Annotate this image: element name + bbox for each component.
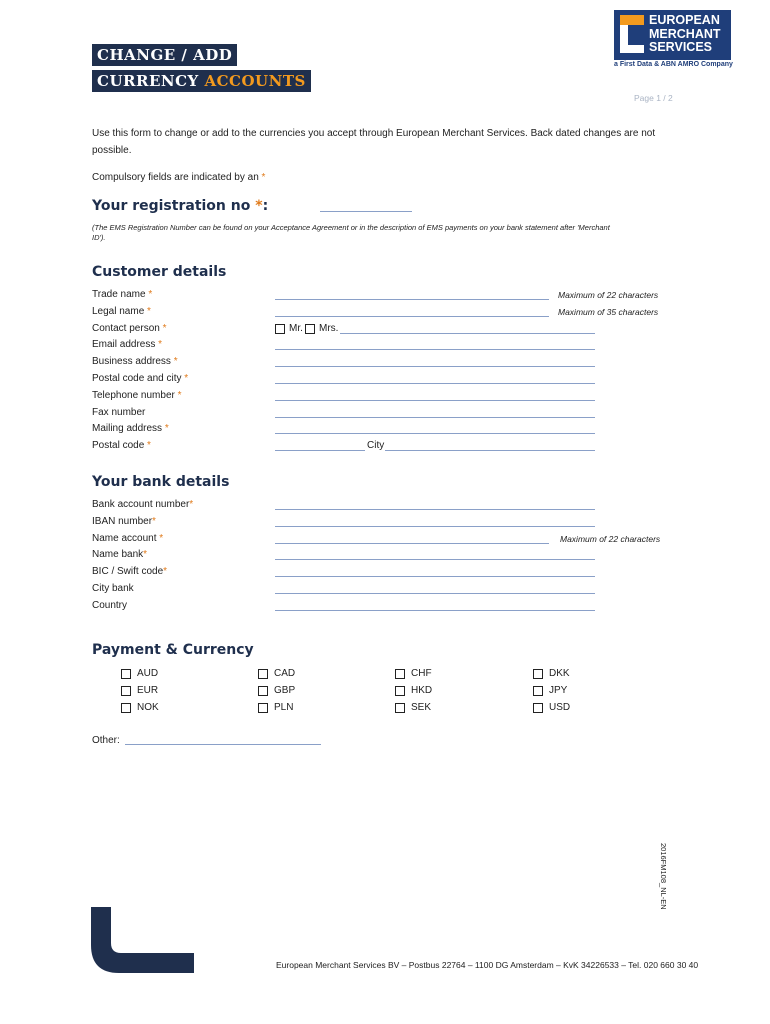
registration-input[interactable] [320,211,412,212]
bank-field-input[interactable] [275,610,595,611]
footer-address: European Merchant Services BV – Postbus 22764 – 1100 DG Amsterdam – KvK 34226533 – Tel. 020 660 30 40 [276,960,699,970]
currency-label: JPY [549,684,568,696]
currency-checkbox-aud[interactable] [121,669,131,679]
customer-field-label: Trade name * [92,289,153,300]
mr-label: Mr. [289,322,303,334]
other-label: Other: [92,735,120,746]
registration-heading: Your registration no *: [92,198,269,214]
contact-name-input[interactable] [340,333,595,334]
currency-label: AUD [137,668,159,679]
logo-tagline: a First Data & ABN AMRO Company [614,61,733,68]
bank-field-input[interactable] [275,593,595,594]
currency-label: GBP [274,684,296,696]
currency-label: PLN [274,701,294,713]
intro-line1: Use this form to change or add to the currencies you accept through European Merchant Services. Back dated changes are not [92,128,656,139]
currency-checkbox-hkd[interactable] [395,686,405,696]
customer-field-label: Fax number [92,406,146,418]
customer-field-label: Business address * [92,356,178,368]
currency-label: SEK [411,701,432,713]
ems-logo-icon [620,15,646,55]
page-number: Page 1 / 2 [634,93,673,103]
customer-field-input[interactable] [275,349,595,350]
currency-checkbox-dkk[interactable] [533,669,543,679]
customer-heading: Customer details [92,264,227,280]
registration-note-line2: ID'). [92,233,106,242]
currency-checkbox-chf[interactable] [395,669,405,679]
intro-line2: possible. [92,145,132,156]
max-characters-hint: Maximum of 35 characters [558,306,659,317]
max-characters-hint: Maximum of 22 characters [558,290,659,300]
city-label: City [367,440,385,452]
currency-checkbox-sek[interactable] [395,703,405,713]
customer-field-input[interactable] [275,316,549,317]
form-title-line1: CHANGE / ADD [92,44,237,66]
bank-field-label: IBAN number* [92,515,156,527]
other-currency-input[interactable] [125,744,321,745]
mrs-checkbox[interactable] [305,324,315,334]
currency-checkbox-jpy[interactable] [533,686,543,696]
customer-field-input[interactable] [275,433,595,434]
bank-field-label: City bank [92,583,134,594]
currency-label: USD [549,701,571,713]
max-characters-hint: Maximum of 22 characters [560,533,661,544]
customer-field-label: Email address * [92,339,163,351]
customer-field-input[interactable] [275,366,595,367]
payment-heading: Payment & Currency [92,642,254,658]
customer-field-label: Legal name * [92,305,151,317]
bank-field-input[interactable] [275,576,595,577]
registration-note-line1: (The EMS Registration Number can be found on your Acceptance Agreement or in the description of EMS payments on your bank statement after 'Merchant [92,223,610,232]
bank-field-label: Country [92,599,128,611]
currency-checkbox-cad[interactable] [258,669,268,679]
customer-field-label: Mailing address * [92,423,169,435]
customer-field-input[interactable] [275,383,595,384]
currency-checkbox-nok[interactable] [121,703,131,713]
currency-label: EUR [137,684,159,696]
customer-field-label: Contact person * [92,322,167,334]
mrs-label: Mrs. [319,322,339,334]
currency-label: CAD [274,668,296,679]
bank-field-input[interactable] [275,526,595,527]
currency-label: NOK [137,701,159,713]
city-input[interactable] [385,450,595,451]
customer-field-label: Postal code * [92,440,151,452]
bank-field-label: BIC / Swift code* [92,566,168,578]
compulsory-note: Compulsory fields are indicated by an * [92,172,266,183]
bank-field-label: Name account * [92,532,164,544]
currency-label: HKD [411,684,433,696]
currency-checkbox-gbp[interactable] [258,686,268,696]
currency-checkbox-eur[interactable] [121,686,131,696]
logo-text: EUROPEAN MERCHANT SERVICES [649,13,721,54]
bank-heading: Your bank details [92,474,230,490]
currency-label: DKK [549,668,570,679]
bank-field-input[interactable] [275,559,595,560]
customer-field-input[interactable] [275,417,595,418]
form-title-line2: CURRENCY ACCOUNTS [92,70,311,92]
corner-bracket-graphic [91,907,194,973]
mr-checkbox[interactable] [275,324,285,334]
bank-field-input[interactable] [275,543,549,544]
customer-field-label: Telephone number * [92,389,182,401]
bank-field-label: Bank account number* [92,499,194,510]
customer-field-label: Postal code and city * [92,373,189,384]
bank-field-label: Name bank* [92,549,148,561]
form-code-wrap [658,843,670,915]
currency-checkbox-pln[interactable] [258,703,268,713]
currency-label: CHF [411,668,432,679]
currency-checkbox-usd[interactable] [533,703,543,713]
customer-field-input[interactable] [275,299,549,300]
form-code: 2016FM108_NL-EN [659,843,668,910]
postal-code-input[interactable] [275,450,365,451]
customer-field-input[interactable] [275,400,595,401]
bank-field-input[interactable] [275,509,595,510]
